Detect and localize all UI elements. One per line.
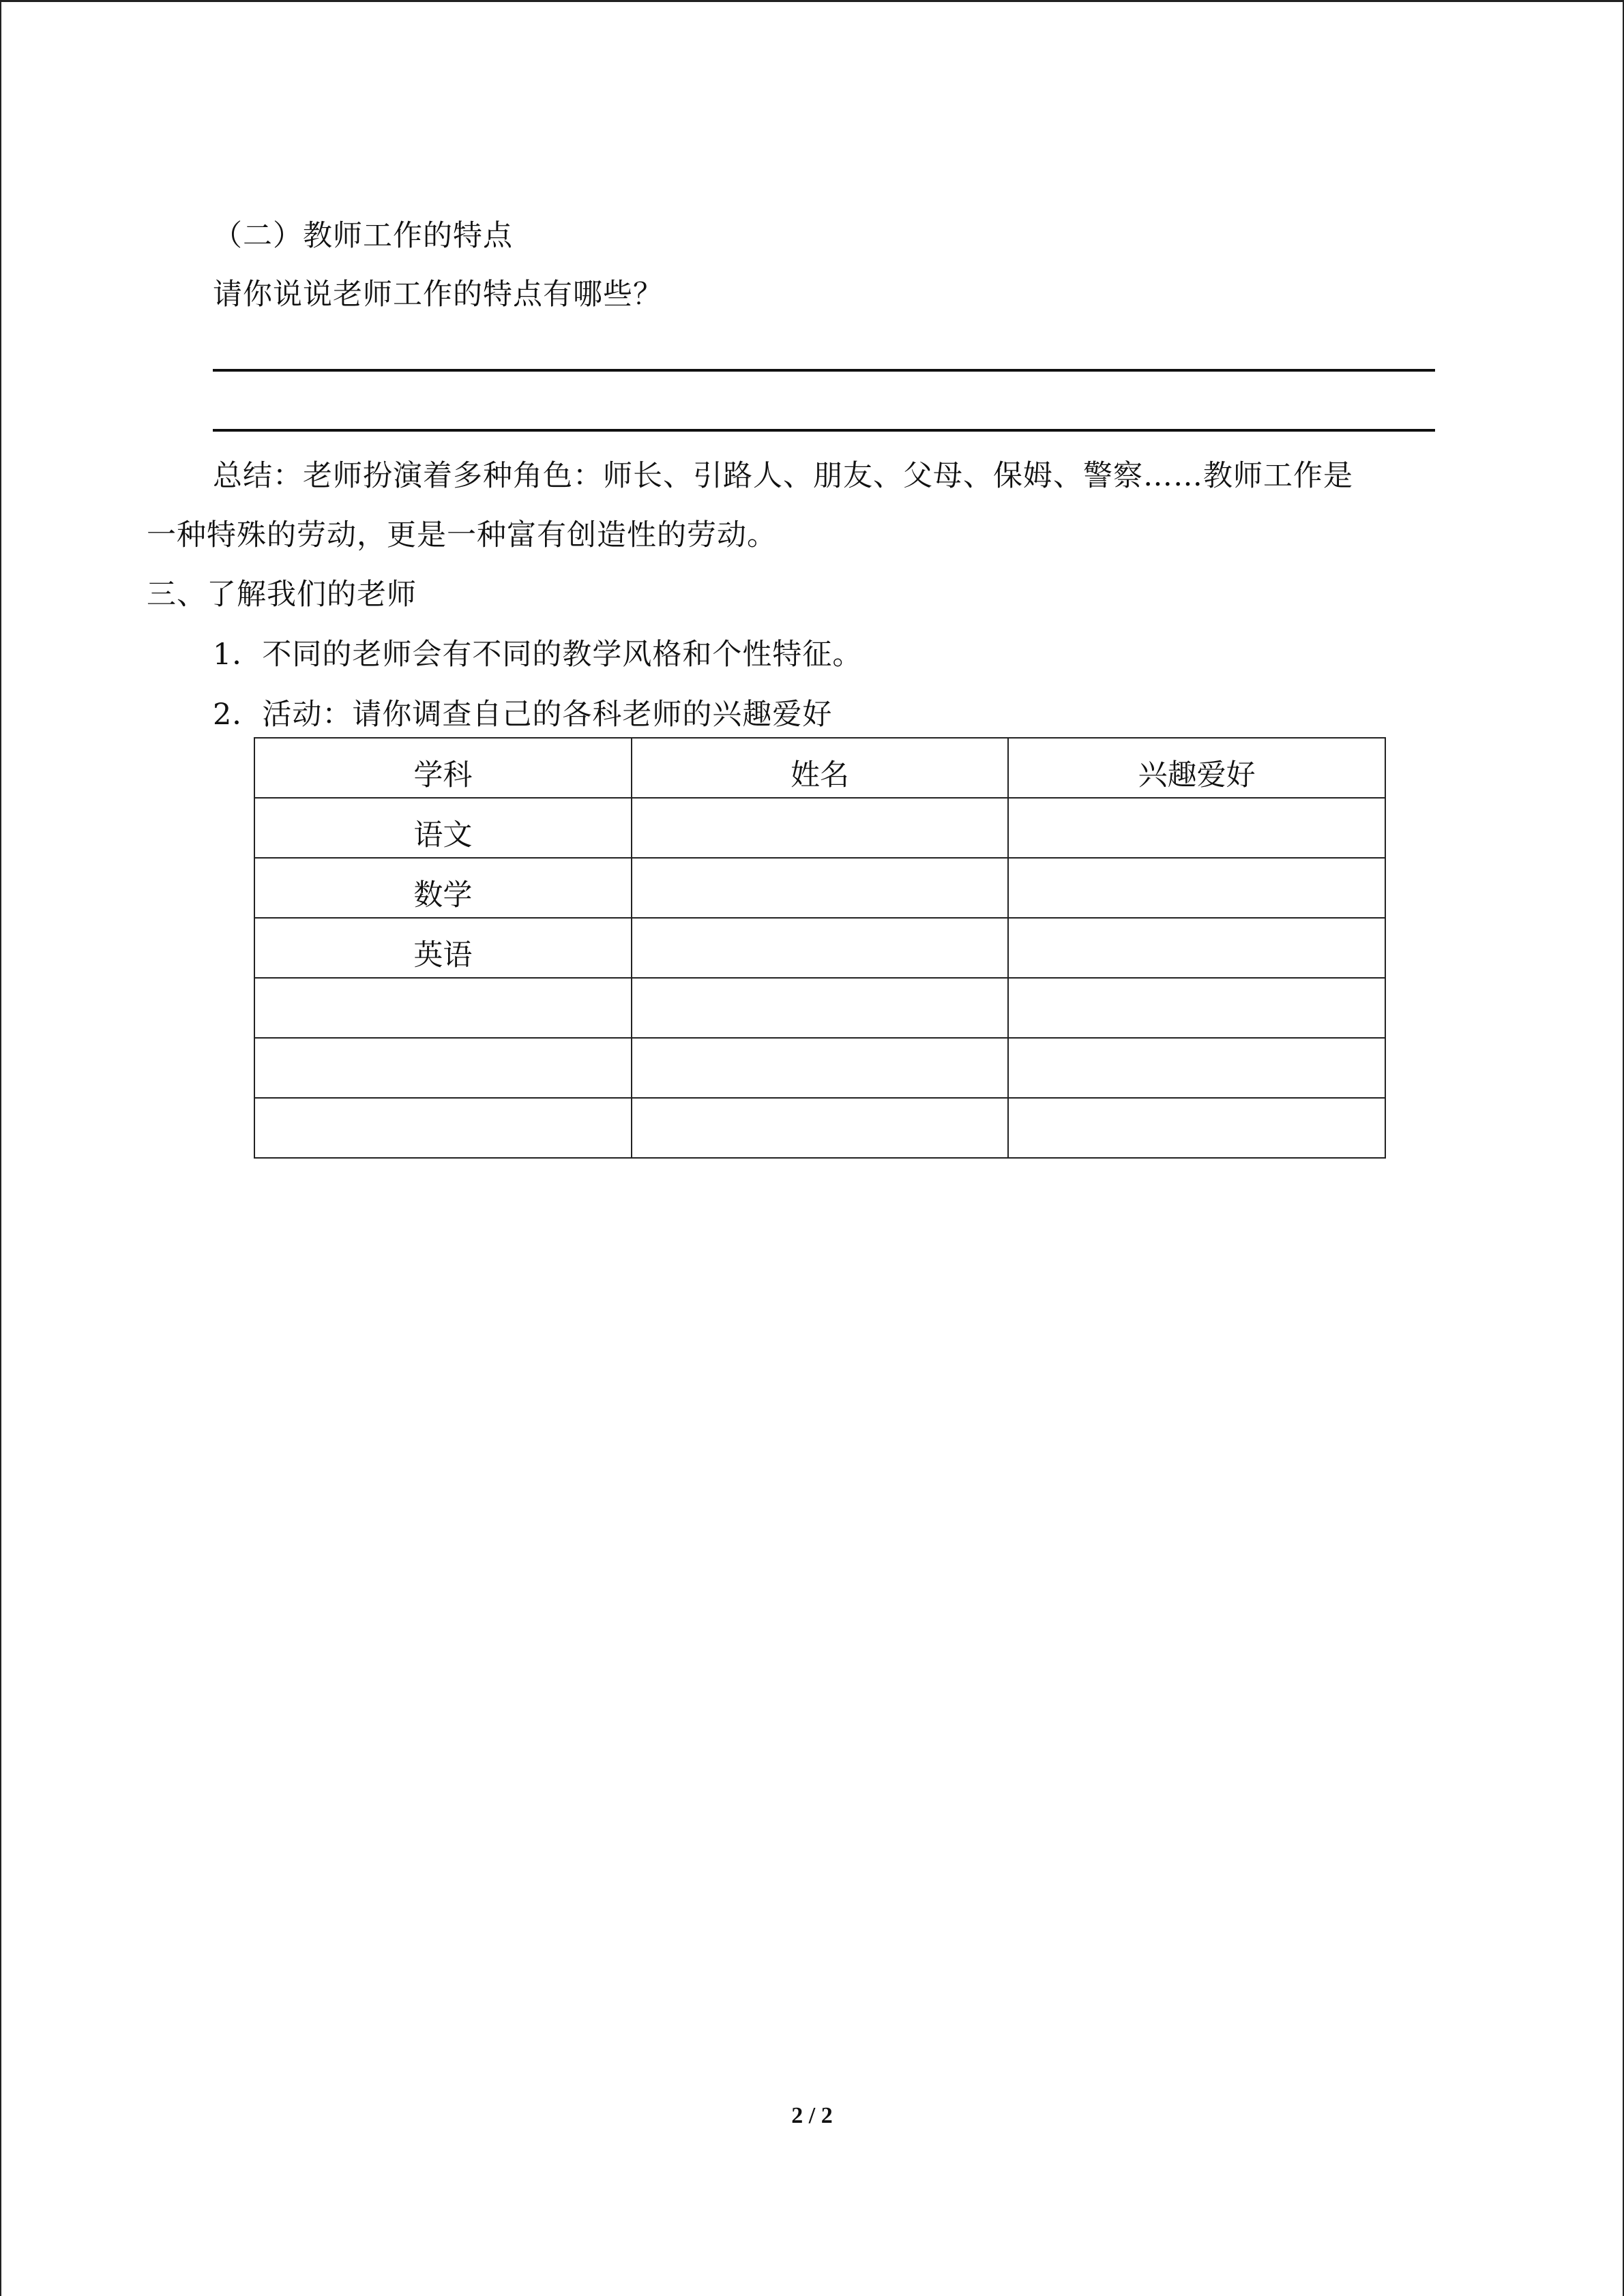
hobbies-cell[interactable] [1008,798,1385,858]
table-row [254,918,1385,978]
hobbies-cell[interactable] [1008,978,1385,1038]
table-header-row [254,738,1385,798]
hobbies-cell[interactable] [1008,1038,1385,1098]
name-cell[interactable] [632,798,1009,858]
table-row [254,1038,1385,1098]
list-item-2: 2．活动：请你调查自己的各科老师的兴趣爱好 [213,698,833,732]
subject-cell[interactable] [254,978,632,1038]
header-cell-subject: 学科 [254,738,632,798]
name-cell[interactable] [632,918,1009,978]
name-cell[interactable] [632,858,1009,918]
subject-cell[interactable] [254,1098,632,1158]
answer-line-2[interactable] [213,429,1435,432]
subject-cell: 数学 [254,858,632,918]
hobbies-cell[interactable] [1008,918,1385,978]
name-cell[interactable] [632,1038,1009,1098]
table-row [254,1098,1385,1158]
summary-line-2: 一种特殊的劳动，更是一种富有创造性的劳动。 [147,518,777,552]
table-row [254,798,1385,858]
teacher-survey-table [254,737,1386,1159]
table-row [254,978,1385,1038]
name-cell[interactable] [632,978,1009,1038]
hobbies-cell[interactable] [1008,858,1385,918]
subject-cell[interactable] [254,1038,632,1098]
section-heading: （二）教师工作的特点 [213,219,513,253]
name-cell[interactable] [632,1098,1009,1158]
answer-line-1[interactable] [213,369,1435,372]
header-cell-hobbies: 兴趣爱好 [1008,738,1385,798]
table-row [254,858,1385,918]
hobbies-cell[interactable] [1008,1098,1385,1158]
subject-cell: 语文 [254,798,632,858]
page-number: 2 / 2 [791,2103,833,2128]
question-text: 请你说说老师工作的特点有哪些？ [213,278,663,312]
section3-heading: 三、了解我们的老师 [147,578,417,612]
list-item-1: 1．不同的老师会有不同的教学风格和个性特征。 [213,638,863,672]
header-cell-name: 姓名 [632,738,1009,798]
subject-cell: 英语 [254,918,632,978]
summary-line-1: 总结：老师扮演着多种角色：师长、引路人、朋友、父母、保姆、警察……教师工作是 [213,459,1353,493]
